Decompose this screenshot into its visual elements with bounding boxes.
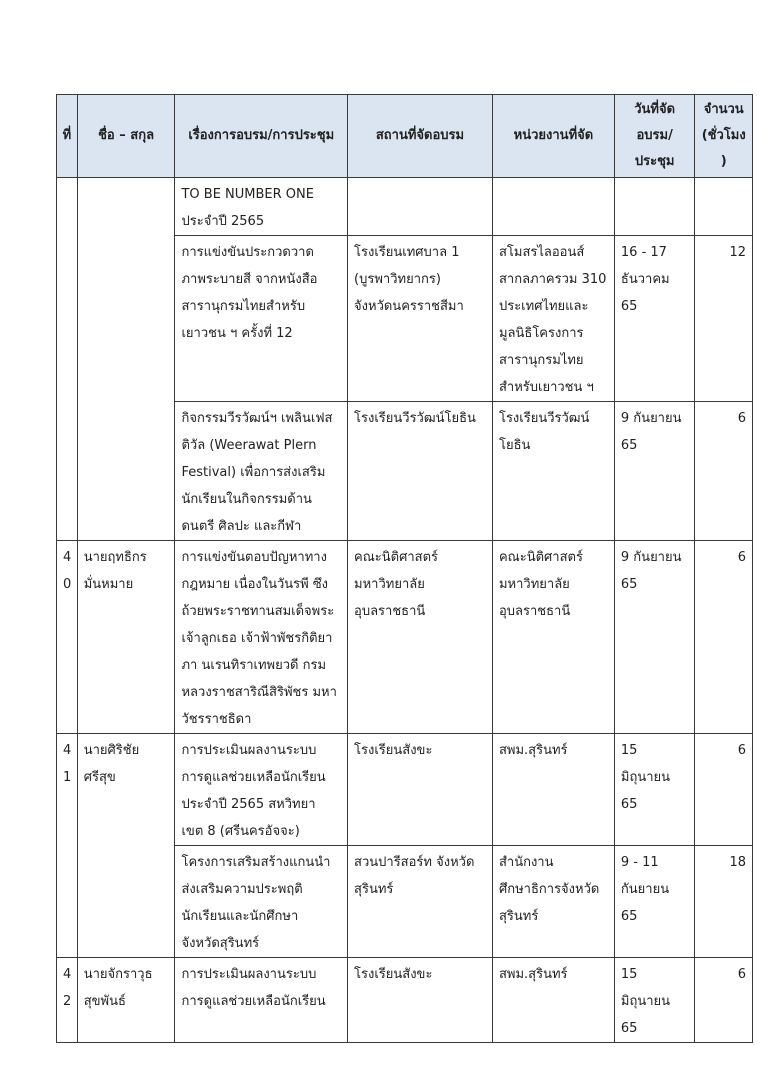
cell-place: คณะนิติศาสตร์ มหาวิทยาลัย อุบลราชธานี — [348, 541, 493, 734]
cell-no — [57, 178, 78, 236]
cell-name — [77, 846, 175, 958]
cell-topic: การประเมินผลงานระบบ การดูแลช่วยเหลือนักเรียน — [175, 958, 348, 1043]
table-row — [57, 958, 753, 1043]
table-row — [57, 178, 753, 236]
cell-no: 41 — [57, 734, 78, 846]
table-row — [57, 541, 753, 734]
cell-no — [57, 846, 78, 958]
cell-date: 15 มิถุนายน 65 — [614, 958, 695, 1043]
cell-topic: TO BE NUMBER ONE ประจำปี 2565 — [175, 178, 348, 236]
cell-hours: 18 — [695, 846, 753, 958]
cell-name — [77, 236, 175, 402]
cell-hours — [695, 178, 753, 236]
table-row — [57, 846, 753, 958]
cell-name: นายฤทธิกร มั่นหมาย — [77, 541, 175, 734]
cell-hours: 12 — [695, 236, 753, 402]
cell-topic: การประเมินผลงานระบบ การดูแลช่วยเหลือนักเรียน ประจำปี 2565 สหวิทยา เขต 8 (ศรีนครอัจจะ) — [175, 734, 348, 846]
cell-date: 9 กันยายน 65 — [614, 402, 695, 541]
cell-name — [77, 402, 175, 541]
table-row — [57, 236, 753, 402]
cell-place: โรงเรียนวีรวัฒน์โยธิน — [348, 402, 493, 541]
cell-org: โรงเรียนวีรวัฒน์ โยธิน — [492, 402, 614, 541]
cell-org — [492, 178, 614, 236]
cell-topic: โครงการเสริมสร้างแกนนำ ส่งเสริมความประพฤติ นักเรียนและนักศึกษา จังหวัดสุรินทร์ — [175, 846, 348, 958]
cell-no — [57, 236, 78, 402]
cell-date — [614, 178, 695, 236]
cell-place: สวนปารีสอร์ท จังหวัด สุรินทร์ — [348, 846, 493, 958]
cell-date: 16 - 17 ธันวาคม 65 — [614, 236, 695, 402]
cell-org: สำนักงาน ศึกษาธิการจังหวัด สุรินทร์ — [492, 846, 614, 958]
table-header-row — [57, 95, 753, 178]
cell-hours: 6 — [695, 958, 753, 1043]
header-no: ที่ — [57, 95, 78, 178]
cell-place: โรงเรียนสังขะ — [348, 734, 493, 846]
header-date: วันที่จัด อบรม/ ประชุม — [614, 95, 695, 178]
cell-org: สพม.สุรินทร์ — [492, 734, 614, 846]
table-row — [57, 402, 753, 541]
header-topic: เรื่องการอบรม/การประชุม — [175, 95, 348, 178]
cell-place — [348, 178, 493, 236]
cell-name: นายจักราวุธ สุขพันธ์ — [77, 958, 175, 1043]
header-hours: จำนวน (ชั่วโมง) — [695, 95, 753, 178]
cell-place: โรงเรียนเทศบาล 1 (บูรพาวิทยากร) จังหวัดนครราชสีมา — [348, 236, 493, 402]
cell-hours: 6 — [695, 541, 753, 734]
training-table — [56, 94, 753, 1043]
header-name: ชื่อ – สกุล — [77, 95, 175, 178]
cell-topic: การแข่งขันประกวดวาด ภาพระบายสี จากหนังสือ สารานุกรมไทยสำหรับ เยาวชน ฯ ครั้งที่ 12 — [175, 236, 348, 402]
header-org: หน่วยงานที่จัด — [492, 95, 614, 178]
cell-org: สพม.สุรินทร์ — [492, 958, 614, 1043]
table-row — [57, 734, 753, 846]
cell-no: 40 — [57, 541, 78, 734]
cell-no — [57, 402, 78, 541]
cell-org: สโมสรไลออนส์ สากลภาครวม 310 ประเทศไทยและ มูลนิธิโครงการ สารานุกรมไทย สำหรับเยาวชน ฯ — [492, 236, 614, 402]
header-place: สถานที่จัดอบรม — [348, 95, 493, 178]
cell-topic: การแข่งขันตอบปัญหาทาง กฎหมาย เนื่องในวันรพี ซึง ถ้วยพระราชทานสมเด็จพระ เจ้าลูกเธอ เจ้าฟ้าพัชรกิติยา ภา นเรนทิราเทพยวดี กรม หลวงราชสาริณีสิริพัชร มหา วัชรราชธิดา — [175, 541, 348, 734]
cell-org: คณะนิติศาสตร์ มหาวิทยาลัย อุบลราชธานี — [492, 541, 614, 734]
cell-date: 15 มิถุนายน 65 — [614, 734, 695, 846]
cell-hours: 6 — [695, 734, 753, 846]
cell-no: 42 — [57, 958, 78, 1043]
cell-hours: 6 — [695, 402, 753, 541]
cell-date: 9 - 11 กันยายน 65 — [614, 846, 695, 958]
cell-name: นายศิริชัย ศรีสุข — [77, 734, 175, 846]
cell-place: โรงเรียนสังขะ — [348, 958, 493, 1043]
cell-topic: กิจกรรมวีรวัฒน์ฯ เพลินเฟส ติวัล (Weerawat Plern Festival) เพื่อการส่งเสริม นักเรียนในกิจกรรมด้าน ดนตรี ศิลปะ และกีฬา — [175, 402, 348, 541]
cell-date: 9 กันยายน 65 — [614, 541, 695, 734]
cell-name — [77, 178, 175, 236]
